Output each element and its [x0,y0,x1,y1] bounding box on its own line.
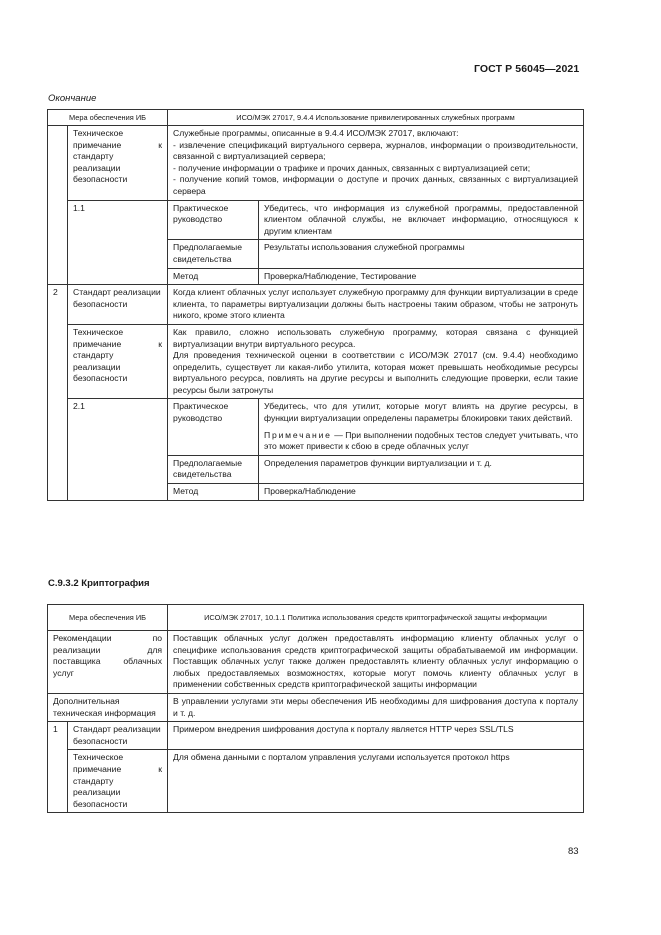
row-number: 1 [48,722,68,813]
evidence-label: Предполагаемые свидетельства [168,455,259,483]
evidence-label: Предполагаемые свидетельства [168,240,259,268]
standard-label: Стандарт реализации безопасности [68,285,168,325]
evidence-text: Определения параметров функции виртуализации и т. д. [259,455,584,483]
tech-note-label: Техническое примечание к стандарту реализации безопасности [68,324,168,399]
note [264,430,578,453]
evidence-text: Результаты использования служебной программы [259,240,584,268]
table-cryptography [47,604,584,813]
tech-note-label: Техническое примечание к стандарту реализации безопасности [68,750,168,813]
row-number: 2 [48,285,68,501]
practical-guide-text: Убедитесь, что для утилит, которые могут влиять на другие ресурсы, в функции виртуализации определены параметры блокировки таких действий. [264,401,579,424]
method-text: Проверка/Наблюдение [259,484,584,501]
method-label: Метод [168,484,259,501]
standard-text: Примером внедрения шифрования доступа к порталу является HTTP через SSL/TLS [168,722,584,750]
standard-label: Стандарт реализации безопасности [68,722,168,750]
tech-note-text: Как правило, сложно использовать служебную программу, которая связана с функцией виртуализации внутри виртуального ресурса. Для проведения технической оценки в соответствии с ИСО/МЭК 27017 (см. 9.4.4) необходимо определить, существует ли какая-либо утилита, которая может превышать необходимые ресурсы виртуального ресурса, повлиять на другие ресурсы и выполнить следующие проверки, если такие ресурсы были затронуты [168,324,584,399]
practical-guide-label: Практическое руководство [168,399,259,455]
additional-info-text: В управлении услугами эти меры обеспечения ИБ необходимы для шифрования доступа к порталу и т. д. [168,693,584,721]
header-measure: Мера обеспечения ИБ [48,605,168,631]
tech-note-label: Техническое примечание к стандарту реализации безопасности [68,126,168,201]
table-privileged-utilities [47,109,584,501]
practical-guide-text: Убедитесь, что информация из служебной программы, предоставленной клиентом облачной службы, не включает информацию, относящуюся к другим клиентам [259,200,584,240]
note-word: Примечание [264,429,332,440]
recommendation-text: Поставщик облачных услуг должен предоставлять информацию клиенту облачных услуг о специфике использования средств криптографической защиты обрабатываемой им информации. Поставщик облачных услуг также должен предоставлять клиенту облачных услуг информацию о любых предоставляемых возможностях, которые могут помочь клиенту облачных услуг в применении собственных средств криптографической защиты информации [168,631,584,694]
tech-note-text: Служебные программы, описанные в 9.4.4 ИСО/МЭК 27017, включают: - извлечение спецификаций виртуального сервера, журналов, информации о производительности, связанной с виртуализацией сервера; - получение информации о трафике и прочих данных, связанных с виртуализацией сети; - получение копий томов, информации о доступе и прочих данных, связанных с виртуализацией сервера [168,126,584,201]
note-text: — При выполнении подобных тестов следует учитывать, что это может привести к сбою в среде облачных услуг [264,429,579,452]
document-header: ГОСТ Р 56045—2021 [474,63,580,75]
method-label: Метод [168,268,259,285]
header-reference: ИСО/МЭК 27017, 10.1.1 Политика использования средств криптографической защиты информации [168,605,584,631]
item-number: 2.1 [68,399,168,500]
header-reference: ИСО/МЭК 27017, 9.4.4 Использование привилегированных служебных программ [168,110,584,126]
item-number: 1.1 [68,200,168,285]
row-number-cell [48,126,68,285]
recommendation-label: Рекомендации по реализации для поставщика облачных услуг [48,631,168,694]
method-text: Проверка/Наблюдение, Тестирование [259,268,584,285]
practical-guide-label: Практическое руководство [168,200,259,240]
page-number: 83 [568,846,579,857]
standard-text: Когда клиент облачных услуг использует служебную программу для функции виртуализации в среде клиента, то параметры виртуализации должны быть настроены таким образом, чтобы не затронуть никого, кроме этого клиента [168,285,584,325]
tech-note-text: Для обмена данными с порталом управления услугами используется протокол https [168,750,584,813]
section-title: С.9.3.2 Криптография [48,578,150,589]
practical-guide-cell [259,399,584,455]
table-continuation-caption: Окончание [48,93,97,104]
header-measure: Мера обеспечения ИБ [48,110,168,126]
additional-info-label: Дополнительная техническая информация [48,693,168,721]
